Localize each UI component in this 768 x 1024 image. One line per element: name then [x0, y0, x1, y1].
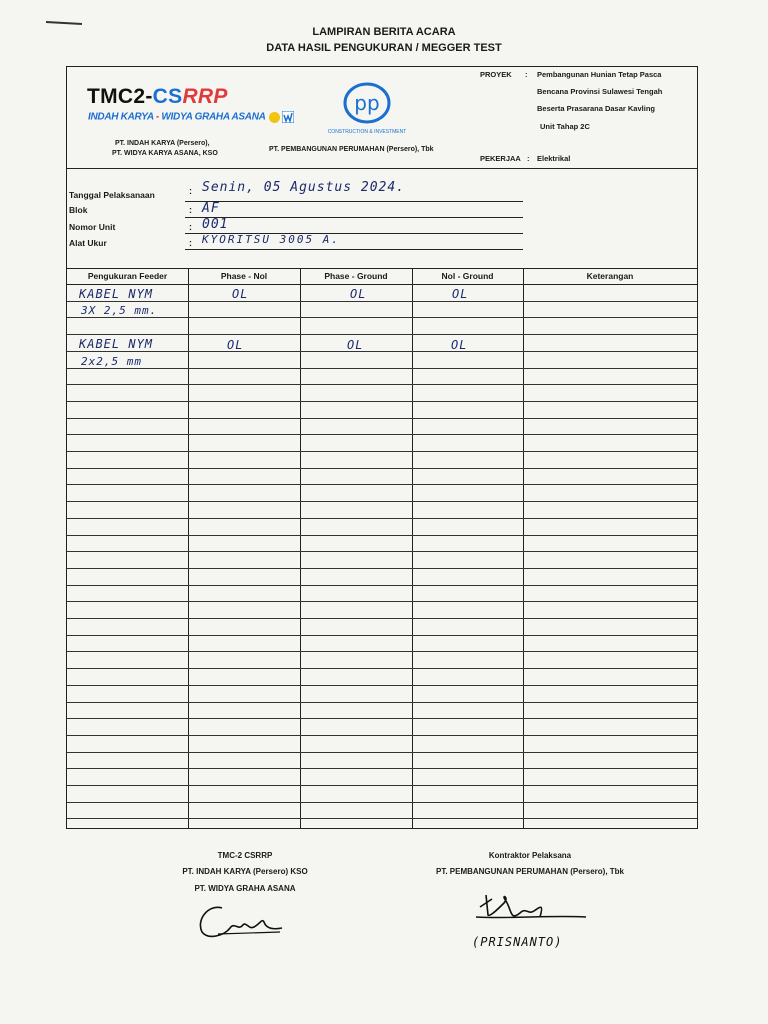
pp-company-name: PT. PEMBANGUNAN PERUMAHAN (Persero), Tbk [269, 146, 434, 153]
table-row-line [67, 718, 697, 719]
entry-2-phase-ground: OL [347, 338, 364, 352]
entry-1-feeder-line2: 3X 2,5 mm. [81, 304, 158, 317]
column-divider [300, 268, 301, 828]
sign-right-company: PT. PEMBANGUNAN PERUMAHAN (Persero), Tbk [435, 867, 625, 876]
table-row-line [67, 535, 697, 536]
sign-left-company2: PT. WIDYA GRAHA ASANA [194, 884, 296, 893]
tmc-logo: TMC2-CSRRP [87, 85, 228, 108]
work-label: PEKERJAA [480, 154, 521, 163]
header-phase-ground: Phase - Ground [324, 271, 388, 281]
entry-2-feeder-line1: KABEL NYM [79, 337, 154, 351]
tool-value: KYORITSU 3005 A. [202, 233, 340, 246]
table-row-line [67, 651, 697, 652]
header-keterangan: Keterangan [586, 271, 634, 281]
table-row-line [67, 802, 697, 803]
table-row-line [67, 685, 697, 686]
table-row-line [67, 618, 697, 619]
entry-2-feeder-line2: 2x2,5 mm [81, 355, 142, 368]
date-label: Tanggal Pelaksanaan [69, 190, 155, 200]
ik-badge-icon [269, 112, 280, 123]
table-row-line [67, 702, 697, 703]
table-row-line [67, 484, 697, 485]
header-feeder: Pengukuran Feeder [87, 271, 168, 281]
form-frame [66, 66, 698, 829]
table-row-line [67, 785, 697, 786]
sign-left-title: TMC-2 CSRRP [217, 851, 273, 860]
column-divider [188, 268, 189, 828]
table-row-line [67, 768, 697, 769]
table-row-line [67, 518, 697, 519]
table-header-divider [67, 284, 697, 285]
sign-right-title: Kontraktor Pelaksana [488, 851, 572, 860]
header-divider [67, 168, 697, 169]
sign-right-name: (PRISNANTO) [472, 935, 563, 949]
unit-label: Nomor Unit [69, 222, 116, 232]
table-row-line [67, 418, 697, 419]
table-row-line [67, 818, 697, 819]
table-row-line [67, 635, 697, 636]
pp-tagline: CONSTRUCTION & INVESTMENT [327, 129, 407, 135]
table-row-line [67, 401, 697, 402]
unit-value: 001 [202, 217, 229, 232]
entry-2-phase-nol: OL [227, 338, 244, 352]
project-line-3: Beserta Prasarana Dasar Kavling [537, 104, 655, 113]
signature-left [190, 900, 290, 945]
table-row-line [67, 434, 697, 435]
table-row-line [67, 468, 697, 469]
sign-left-company: PT. INDAH KARYA (Persero) KSO [182, 867, 308, 876]
svg-text:pp: pp [354, 91, 380, 115]
tool-label: Alat Ukur [69, 238, 107, 248]
signature-right [470, 887, 590, 932]
project-line-1: Pembangunan Hunian Tetap Pasca [537, 70, 662, 79]
entry-2-nol-ground: OL [451, 338, 468, 352]
work-value: Elektrikal [537, 154, 571, 163]
block-underline [185, 217, 523, 218]
kso-logo: INDAH KARYA - WIDYA GRAHA ASANA [88, 111, 294, 123]
work-colon: : [527, 154, 530, 163]
table-row-line [67, 752, 697, 753]
project-colon: : [525, 70, 528, 79]
tool-colon: : [189, 238, 192, 248]
header-nol-ground: Nol - Ground [441, 271, 494, 281]
table-row-line [67, 568, 697, 569]
table-row-line [67, 451, 697, 452]
pp-logo-icon [341, 81, 393, 125]
document-title: LAMPIRAN BERITA ACARA [312, 26, 456, 38]
entry-1-feeder-line1: KABEL NYM [79, 287, 154, 301]
unit-colon: : [189, 222, 192, 232]
date-underline [185, 201, 523, 202]
column-divider [412, 268, 413, 828]
column-divider [523, 268, 524, 828]
block-label: Blok [69, 205, 88, 215]
block-colon: : [189, 205, 192, 215]
entry-1-nol-ground: OL [452, 287, 469, 301]
entry-1-phase-ground: OL [350, 287, 367, 301]
table-row-line [67, 301, 697, 302]
table-row-line [67, 551, 697, 552]
tool-underline [185, 249, 523, 250]
table-row-line [67, 501, 697, 502]
table-row-line [67, 334, 697, 335]
table-row-line [67, 668, 697, 669]
project-line-4: Unit Tahap 2C [540, 122, 590, 131]
document-subtitle: DATA HASIL PENGUKURAN / MEGGER TEST [266, 42, 502, 54]
date-value: Senin, 05 Agustus 2024. [202, 180, 406, 195]
date-colon: : [189, 186, 192, 196]
table-row-line [67, 368, 697, 369]
scan-mark [46, 21, 82, 25]
table-row-line [67, 601, 697, 602]
table-top-border [67, 268, 697, 269]
block-value: AF [202, 201, 220, 216]
table-row-line [67, 735, 697, 736]
table-row-line [67, 351, 697, 352]
entry-1-phase-nol: OL [232, 287, 249, 301]
project-line-2: Bencana Provinsi Sulawesi Tengah [537, 87, 663, 96]
kso-company-line2: PT. WIDYA KARYA ASANA, KSO [112, 150, 218, 157]
header-phase-nol: Phase - Nol [220, 271, 268, 281]
table-row-line [67, 317, 697, 318]
wika-mark-icon [282, 111, 294, 123]
kso-company-line1: PT. INDAH KARYA (Persero), [115, 140, 210, 147]
table-row-line [67, 384, 697, 385]
table-row-line [67, 585, 697, 586]
project-label: PROYEK [480, 70, 512, 79]
